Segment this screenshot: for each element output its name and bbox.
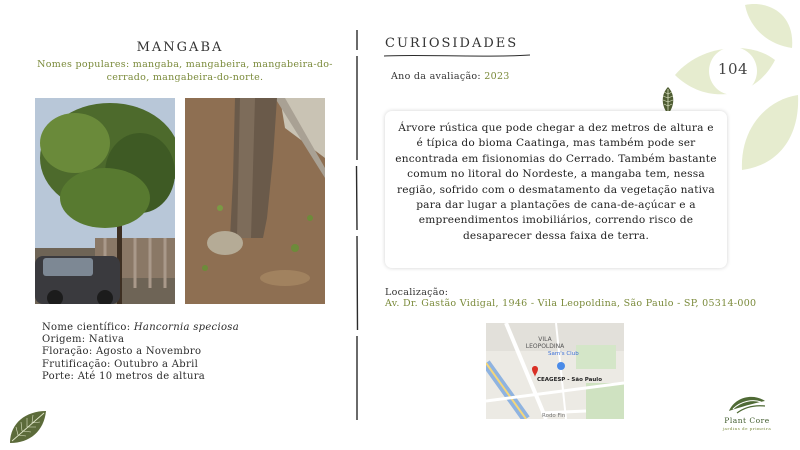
title-underline bbox=[383, 53, 531, 59]
year-value: 2023 bbox=[484, 71, 510, 82]
curiosities-text: Árvore rústica que pode chegar a dez metros de altura e é típica do bioma Caatinga, mas também pode ser encontrada em fisionomias do Cerrado. Também bastante comum no litoral do Nordeste, a mangaba tem, nessa região, sofrido com o desmatamento da vegetação nativa para dar lugar a plantações de cana-de-açúcar e a empreendimentos imobiliários, correndo risco de desaparecer dessa faixa de terra. bbox=[385, 111, 727, 268]
leaf-icon bbox=[6, 405, 48, 447]
evaluation-year bbox=[391, 71, 510, 82]
map-place-label: CEAGESP - São Paulo bbox=[537, 377, 602, 383]
trunk-photo bbox=[185, 98, 325, 304]
location-address[interactable]: Av. Dr. Gastão Vidigal, 1946 - Vila Leopoldina, São Paulo - SP, 05314-000 bbox=[385, 298, 757, 309]
map-store-label: Sam's Club bbox=[548, 351, 579, 357]
location-label: Localização: bbox=[385, 287, 449, 298]
map-road-label: Rodo Fin bbox=[542, 413, 566, 419]
popular-names: Nomes populares: mangaba, mangabeira, mangabeira-do-cerrado, mangabeira-do-norte. bbox=[37, 59, 333, 83]
page-number: 104 bbox=[717, 60, 749, 78]
flowering-row: Floração: Agosto a Novembro bbox=[42, 346, 202, 358]
plant-name: MANGABA bbox=[136, 40, 224, 55]
year-label: Ano da avaliação: bbox=[391, 71, 485, 82]
brand-logo-icon bbox=[727, 393, 767, 415]
divider-line bbox=[355, 30, 359, 420]
scientific-label: Nome científico: bbox=[42, 322, 134, 333]
brand-tagline: jardins de primeira bbox=[722, 426, 772, 431]
fruiting-row: Frutificação: Outubro a Abril bbox=[42, 358, 199, 370]
brand-name: Plant Core bbox=[724, 416, 770, 425]
curiosities-title: CURIOSIDADES bbox=[385, 36, 519, 51]
map-district-line1: VILA bbox=[538, 336, 552, 343]
tree-photo bbox=[35, 98, 175, 304]
plant-info bbox=[42, 322, 239, 383]
map-district-line2: LEOPOLDINA bbox=[525, 343, 565, 350]
scientific-name-row bbox=[42, 322, 239, 334]
location-map[interactable] bbox=[486, 323, 624, 419]
origin-row: Origem: Nativa bbox=[42, 334, 125, 346]
size-row: Porte: Até 10 metros de altura bbox=[42, 370, 206, 382]
scientific-name: Hancornia speciosa bbox=[133, 322, 239, 333]
